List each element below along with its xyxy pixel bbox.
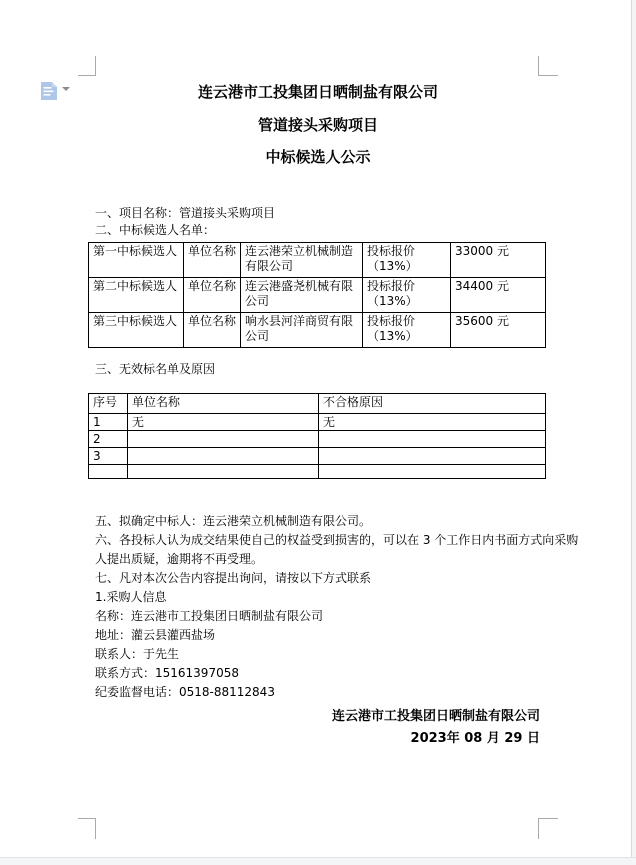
candidates-table: [88, 242, 546, 348]
table-header-row: [89, 394, 546, 414]
price-value: 33000 元: [451, 243, 546, 278]
cell-unit: [128, 431, 319, 448]
unit-label: 单位名称: [184, 278, 241, 313]
unit-label: 单位名称: [184, 243, 241, 278]
table-row: [89, 465, 546, 479]
section-6-line1: 六、各投标人认为成交结果使自己的权益受到损害的，可以在 3 个工作日内书面方式向采购: [95, 533, 579, 547]
cell-no: 3: [89, 448, 128, 465]
purchaser-address: 地址：灌云县灌西盐场: [95, 628, 216, 642]
price-label: 投标报价（13%）: [363, 313, 451, 348]
candidate-rank: 第一中标候选人: [89, 243, 184, 278]
unit-name: 响水县河洋商贸有限公司: [241, 313, 363, 348]
document-title-company: 连云港市工投集团日晒制盐有限公司: [197, 83, 438, 101]
purchaser-info-heading: 1.采购人信息: [95, 590, 167, 604]
section-6-line2: 人提出质疑，逾期将不再受理。: [95, 552, 264, 566]
signature-date: 2023年 08 月 29 日: [410, 731, 540, 746]
price-label: 投标报价（13%）: [363, 278, 451, 313]
cell-unit: [128, 465, 319, 479]
col-header-reason: 不合格原因: [319, 394, 546, 414]
table-row: [89, 278, 546, 313]
section-2-candidates-heading: 二、中标候选人名单：: [95, 223, 216, 237]
purchaser-contact-person: 联系人：于先生: [95, 647, 180, 661]
col-header-unit: 单位名称: [128, 394, 319, 414]
cell-reason: [319, 431, 546, 448]
table-row: [89, 414, 546, 431]
col-header-no: 序号: [89, 394, 128, 414]
window-right-edge: [631, 0, 636, 864]
unit-name: 连云港盛尧机械有限公司: [241, 278, 363, 313]
cell-reason: [319, 448, 546, 465]
price-label: 投标报价（13%）: [363, 243, 451, 278]
section-5-winner: 五、拟确定中标人：连云港荣立机械制造有限公司。: [95, 514, 372, 528]
unit-name: 连云港荣立机械制造有限公司: [241, 243, 363, 278]
margin-crop-mark-bottom-right: [538, 818, 558, 839]
margin-crop-mark-bottom-left: [78, 818, 96, 839]
document-title-project: 管道接头采购项目: [257, 116, 378, 134]
cell-no: 1: [89, 414, 128, 431]
purchaser-contact-phone: 联系方式：15161397058: [95, 666, 239, 680]
table-row: [89, 243, 546, 278]
cell-reason: 无: [319, 414, 546, 431]
table-row: [89, 431, 546, 448]
purchaser-name: 名称：连云港市工投集团日晒制盐有限公司: [95, 609, 324, 623]
invalid-bids-table: [88, 393, 546, 479]
margin-crop-mark-top-left: [78, 56, 96, 76]
cell-no: 2: [89, 431, 128, 448]
section-7-contact-heading: 七、凡对本次公告内容提出询问，请按以下方式联系: [95, 571, 372, 585]
section-1-project-name: 一、项目名称：管道接头采购项目: [95, 206, 276, 220]
table-row: [89, 313, 546, 348]
signature-company: 连云港市工投集团日晒制盐有限公司: [331, 709, 540, 724]
unit-label: 单位名称: [184, 313, 241, 348]
section-3-invalid-bids-heading: 三、无效标名单及原因: [95, 362, 216, 376]
cell-unit: [128, 448, 319, 465]
margin-crop-mark-top-right: [538, 56, 558, 76]
cell-unit: 无: [128, 414, 319, 431]
cell-reason: [319, 465, 546, 479]
body-paragraphs: [95, 512, 579, 702]
purchaser-supervision-phone: 纪委监督电话：0518-88112843: [95, 685, 275, 699]
cell-no: [89, 465, 128, 479]
candidate-rank: 第三中标候选人: [89, 313, 184, 348]
table-row: [89, 448, 546, 465]
candidate-rank: 第二中标候选人: [89, 278, 184, 313]
document-title-announcement: 中标候选人公示: [265, 148, 371, 166]
price-value: 34400 元: [451, 278, 546, 313]
price-value: 35600 元: [451, 313, 546, 348]
